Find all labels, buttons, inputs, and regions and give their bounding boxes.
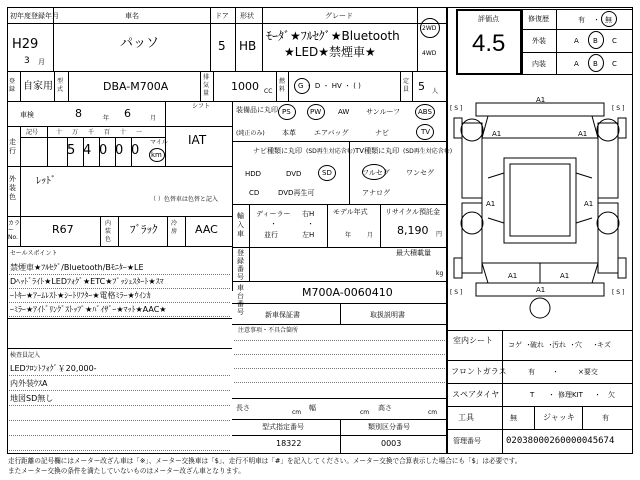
exterior-grade-option: B (593, 37, 598, 45)
first-reg-month: 3 (24, 56, 30, 66)
displacement-label: 排気量 (203, 74, 210, 97)
sales-point-line: ｰﾄｷｰ★ｱｰﾑﾚｽﾄ★ｼｰﾄﾘﾌﾀｰ★電格ﾐﾗｰ★ｳｲﾝｶ (10, 291, 151, 300)
tools-value: 無 (510, 414, 517, 422)
import-dot2: ・ (307, 220, 314, 228)
height-cm: cm (428, 409, 438, 416)
mileage-label: 走行 (9, 138, 16, 155)
cabin-sep: ・ (592, 341, 599, 349)
import-parallel: 並行 (264, 231, 278, 239)
reg-number-label: 登録番号 (237, 249, 244, 281)
tv-fullseg: フルセグ (362, 169, 390, 177)
cabin-item: 汚れ (552, 341, 566, 349)
inspector-note-line: LEDﾌﾛﾝﾄﾌｫｸﾞ￥20,000- (10, 364, 97, 373)
import-label: 輸入車 (237, 212, 244, 238)
chassis-label: 車台番号 (237, 284, 244, 316)
import-dealer: ディーラー (256, 210, 291, 218)
navi-cd: CD (249, 189, 260, 197)
spare-tire-sep2: ・ (594, 391, 601, 399)
capacity-unit: 人 (432, 88, 439, 95)
equip-sunroof: サンルーフ (366, 108, 401, 116)
cabin-item: 穴 (575, 341, 582, 349)
mgmt-label: 管理番号 (453, 437, 481, 445)
inspector-notes-label: 検査員記入 (10, 352, 41, 359)
mileage-place-unit: 千 (88, 129, 95, 136)
sales-point-line: Dﾍｯﾄﾞﾗｲﾄ★LEDﾌｫｸﾞ★ETC★ﾌﾟｯｼｭｽﾀｰﾄ★ｽﾏ (10, 277, 164, 286)
inspection-year-unit: 年 (103, 115, 110, 122)
fuel-options: G ・ D ・ HV ・ ( ) (298, 82, 361, 90)
import-left: 左H (302, 231, 315, 239)
displacement: 1000 (231, 80, 259, 93)
equip-abs: ABS (418, 108, 432, 116)
drive-4wd: 4WD (422, 50, 437, 57)
tools-label: 工具 (458, 413, 474, 422)
car-name: パッソ (120, 36, 160, 51)
diagram-bracket-br: [ S ] (612, 289, 625, 296)
diagram-bracket-tl: [ S ] (450, 105, 463, 112)
equipment-sub: (純正のみ) (236, 130, 265, 137)
interior-color-label: 内装色 (105, 220, 112, 243)
grade-line2: ★LED★禁煙車★ (284, 45, 376, 59)
mileage-place-unit: 十 (56, 129, 63, 136)
interior-grade-label: 内装 (532, 60, 546, 68)
tv-analog: アナログ (362, 189, 390, 197)
length-label: 長さ (236, 404, 250, 412)
interior-grade-option: A (574, 60, 579, 68)
mileage-place-unit: 万 (72, 129, 79, 136)
repair-no: 無 (605, 16, 612, 24)
score-value: 4.5 (472, 30, 506, 57)
cabin-sep: ・ (525, 341, 532, 349)
jack-value: 有 (602, 414, 609, 422)
front-glass-yes: 有 (528, 368, 535, 376)
tv-oneseg: ワンセグ (406, 169, 434, 177)
category-value: 0003 (381, 439, 402, 448)
inspector-note-line: 内外装ｳｽA (10, 379, 48, 388)
equip-ps: PS (282, 108, 291, 116)
diagram-a1-3: A1 (486, 200, 496, 208)
model-year-label: モデル年式 (333, 208, 368, 216)
diagram-a1-4: A1 (584, 200, 594, 208)
diagram-a1-2: A1 (578, 130, 588, 138)
recycle-label: リサイクル預託金 (385, 208, 441, 216)
inspection-label: 車検 (20, 111, 34, 119)
front-glass-sep: ・ (552, 368, 559, 376)
interior-b-circle (588, 54, 604, 72)
new-warranty-label: 新車保証書 (265, 311, 300, 319)
cabin-item: コゲ (508, 341, 522, 349)
import-right: 右H (302, 210, 315, 218)
exterior-grade-label: 外装 (532, 37, 546, 45)
shift-label: シフト (192, 103, 211, 110)
repair-label: 修復歴 (528, 15, 549, 23)
equip-aw: AW (338, 108, 350, 116)
mileage-digit: 0 (131, 143, 140, 158)
diagram-a1-5: A1 (508, 272, 518, 280)
capacity: 5 (418, 80, 425, 93)
repair-yes: 有 (578, 16, 585, 24)
diagram-a1-1: A1 (492, 130, 502, 138)
import-dot: ・ (270, 220, 277, 228)
model-year-month: 月 (367, 232, 374, 239)
exterior-b-circle (588, 31, 604, 49)
navi-hdd: HDD (245, 170, 262, 178)
grade-label: グレード (325, 12, 353, 20)
spare-tire-t: T (530, 391, 535, 399)
manual-label: 取扱説明書 (370, 311, 405, 319)
mileage-place-unit: 一 (136, 129, 143, 136)
spare-tire-label: スペアタイヤ (452, 390, 500, 399)
inspection-year: 8 (75, 107, 82, 120)
mileage-place-unit: 十 (120, 129, 127, 136)
inspector-note-line: 地図SD無し (10, 394, 54, 403)
spare-tire-kit: 修理KIT (558, 391, 583, 399)
first-reg-label: 初年度登録年月 (10, 12, 59, 20)
category-label: 類別区分番号 (368, 423, 410, 431)
cabin-sep: ・ (569, 341, 576, 349)
ac-label: 冷房 (171, 220, 178, 235)
length-cm: cm (292, 409, 302, 416)
equip-pw: PW (310, 108, 322, 116)
recycle-amount: 8,190 (397, 224, 429, 237)
fuel-label: 燃料 (279, 78, 286, 93)
equip-airbag: エアバッグ (314, 129, 349, 137)
car-diagram (448, 78, 632, 328)
mile-label: マイル (150, 139, 168, 146)
navi-dvd: DVD (286, 170, 302, 178)
cabin-item: キズ (597, 341, 611, 349)
cc-unit: CC (264, 88, 273, 95)
shape-label: 形状 (240, 12, 254, 20)
height-label: 高さ (378, 404, 392, 412)
tv-sub: (SD再生対応含む) (403, 148, 453, 155)
exterior-color: ﾚｯﾄﾞ (36, 176, 56, 187)
car-name-label: 車名 (125, 12, 139, 20)
sales-point-label: セールスポイント (10, 250, 58, 257)
ac-value: AAC (195, 223, 218, 236)
interior-grade-option: B (593, 60, 598, 68)
navi-sub: (SD再生対応含む) (306, 148, 356, 155)
capacity-label: 定員 (403, 78, 410, 93)
color-no: R67 (52, 223, 74, 236)
diagram-bracket-bl: [ S ] (450, 289, 463, 296)
diagram-a1-6: A1 (560, 272, 570, 280)
navi-sd: SD (322, 169, 332, 177)
max-load-unit: kg (436, 270, 444, 277)
mileage-digit: 0 (99, 143, 108, 158)
equipment-label: 装備品に丸印 (236, 106, 278, 114)
cabin-item: 破れ (530, 341, 544, 349)
spare-tire-missing: 欠 (608, 391, 615, 399)
shape: HB (239, 39, 257, 53)
drive-2wd: 2WD (422, 25, 437, 32)
grade-line1: ﾓｰﾀﾞ★ﾌﾙｾｸﾞ★Bluetooth (266, 29, 400, 43)
exterior-grade-option: C (612, 37, 617, 45)
jack-label: ジャッキ (543, 413, 575, 422)
first-reg-year: H29 (12, 37, 39, 52)
chassis-number: M700A-0060410 (302, 286, 393, 299)
mileage-digit: 4 (83, 143, 92, 158)
color-change-note: （ ）色替車は色替と記入 (150, 196, 218, 203)
repair-sep: ・ (593, 16, 600, 24)
sales-point-line: ｰﾐﾗｰ★ｱｲﾄﾞﾘﾝｸﾞｽﾄｯﾌﾟ★ﾊﾞｲｻﾞｰ★ﾏｯﾄ★AAC★ (10, 305, 167, 314)
shift: IAT (188, 133, 207, 147)
exterior-grade-option: A (574, 37, 579, 45)
navi-dvd-play: DVD再生可 (278, 189, 315, 197)
interior-grade-option: C (612, 60, 617, 68)
equip-navi: ナビ (375, 129, 389, 137)
designation-label: 型式指定番号 (262, 423, 304, 431)
diagram-a1-top: A1 (536, 96, 546, 104)
reg-label: 登録 (9, 78, 16, 93)
tv-label: TV種類に丸印 (355, 147, 400, 155)
door-label: ドア (215, 12, 229, 20)
recycle-unit: 円 (436, 231, 443, 238)
interior-color: ﾌﾞﾗｯｸ (130, 223, 158, 236)
equip-leather: 本革 (282, 129, 296, 137)
mileage-digit: 5 (67, 143, 76, 158)
cabin-sep: ・ (547, 341, 554, 349)
designation-value: 18322 (276, 439, 302, 448)
equip-tv: TV (421, 128, 431, 136)
doors: 5 (218, 39, 226, 53)
max-load-label: 最大積載量 (396, 249, 431, 257)
diagram-a1-7: A1 (536, 286, 546, 294)
inspection-month: 6 (124, 107, 131, 120)
use-type: 自家用 (23, 81, 53, 92)
color-label: 外装色 (9, 175, 16, 201)
model-label: 型式 (57, 78, 64, 93)
front-glass-replace: ×要交 (578, 368, 598, 376)
inspection-month-unit: 月 (150, 115, 157, 122)
mgmt-number: 02038000260000045674 (506, 436, 615, 446)
spare-tire-sep1: ・ (548, 391, 555, 399)
notes-label: 注意事項・不具合箇所 (238, 327, 299, 334)
km-label: km (151, 151, 162, 159)
model: DBA-M700A (103, 80, 169, 93)
mileage-place-unit: 百 (104, 129, 111, 136)
sales-point-line: 禁煙車★ﾌﾙｾｸﾞ/Bluetooth/Bﾓﾆﾀｰ★LE (10, 263, 144, 272)
mileage-digit: 0 (115, 143, 124, 158)
score-label: 評価点 (478, 15, 499, 23)
diagram-bracket-tr: [ S ] (612, 105, 625, 112)
month-unit: 月 (38, 58, 45, 66)
model-year-year: 年 (345, 232, 352, 239)
navi-label: ナビ種類に丸印 (253, 147, 302, 155)
color-no-label: カラーNo. (8, 220, 21, 241)
cabin-label: 室内シート (453, 336, 493, 345)
footer-line2: またメーター交換の条件を満たしていないものはメーター改ざん車となります。 (8, 467, 245, 475)
mileage-unit-label: 記号 (26, 129, 39, 136)
footer-line1: 走行距離の記号欄にはメーター改ざん車は「※」、メーター交換車は「$」、走行不明車は「#」を記入してください。メーター交換で合算表示した場合にも「$」は必要です。 (8, 457, 522, 465)
width-cm: cm (360, 409, 370, 416)
front-glass-label: フロントガラス (451, 367, 507, 376)
width-label: 幅 (309, 404, 316, 412)
